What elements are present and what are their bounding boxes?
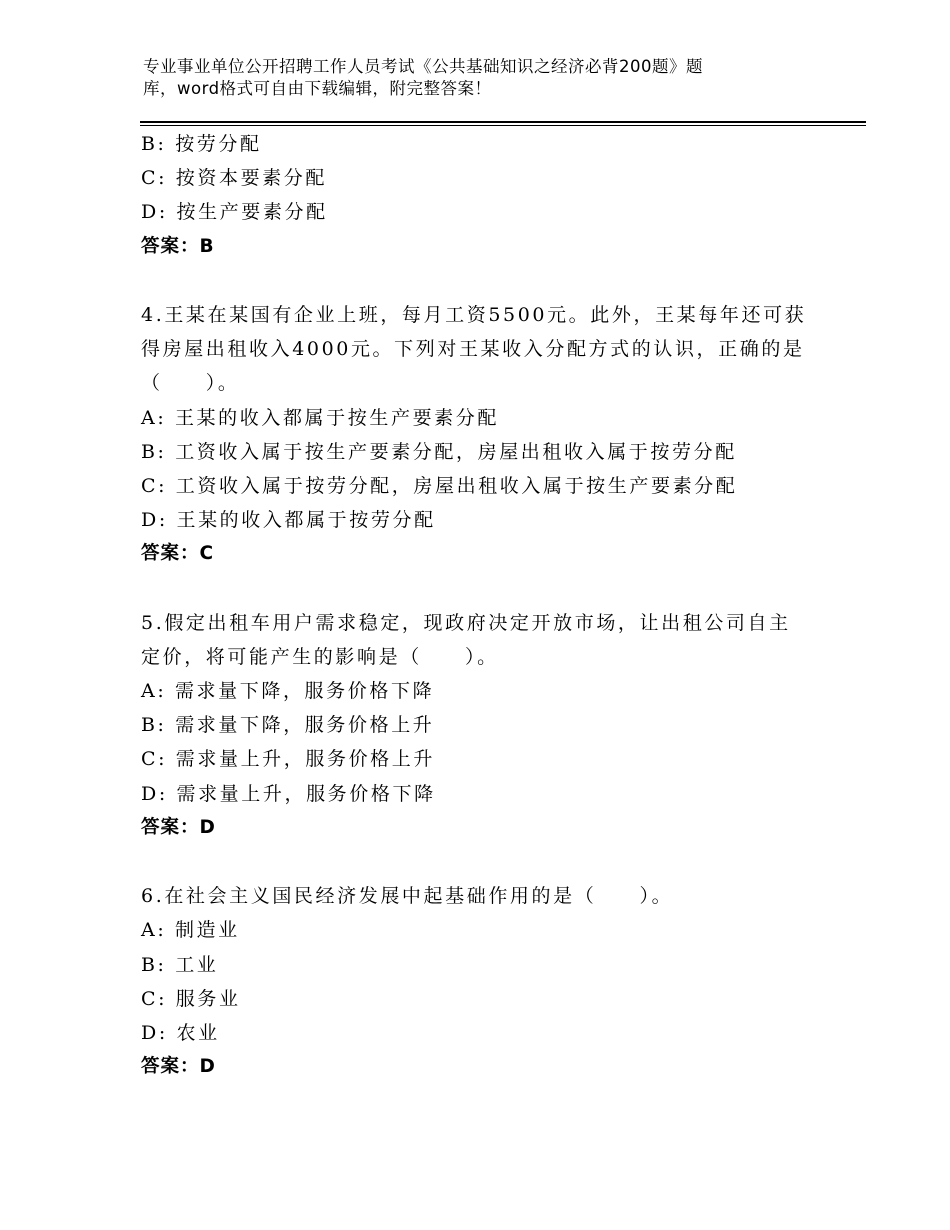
question-4 bbox=[141, 298, 841, 572]
option-b: B: 按劳分配 bbox=[141, 133, 262, 155]
question-text-line: 得房屋出租收入4000元。下列对王某收入分配方式的认识，正确的是 bbox=[141, 338, 805, 361]
spacer bbox=[141, 845, 841, 879]
question-text-line: 6.在社会主义国民经济发展中起基础作用的是（ ）。 bbox=[141, 885, 674, 908]
option-c: C: 按资本要素分配 bbox=[141, 167, 327, 190]
option-b: B: 工业 bbox=[141, 953, 219, 976]
spacer bbox=[141, 264, 841, 298]
question-text-line: 4.王某在某国有企业上班，每月工资5500元。此外，王某每年还可获 bbox=[141, 303, 807, 326]
answer-line: 答案：B bbox=[141, 235, 215, 257]
option-b: B: 工资收入属于按生产要素分配，房屋出租收入属于按劳分配 bbox=[141, 440, 737, 463]
option-d: D: 农业 bbox=[141, 1021, 220, 1044]
document-body bbox=[141, 127, 841, 1084]
header-line-2: 库，word格式可自由下载编辑，附完整答案！ bbox=[143, 79, 492, 98]
option-a: A: 需求量下降，服务价格下降 bbox=[141, 680, 435, 702]
question-3-continued bbox=[141, 127, 841, 264]
spacer bbox=[141, 571, 841, 605]
option-d: D: 王某的收入都属于按劳分配 bbox=[141, 509, 436, 532]
option-c: C: 服务业 bbox=[141, 987, 241, 1010]
answer-line: 答案：D bbox=[141, 816, 216, 838]
question-text-line: 定价，将可能产生的影响是（ ）。 bbox=[141, 645, 499, 668]
question-6 bbox=[141, 879, 841, 1084]
option-a: A: 王某的收入都属于按生产要素分配 bbox=[141, 406, 499, 429]
header-rule-thick bbox=[140, 121, 866, 123]
header-rule-thin bbox=[140, 125, 866, 126]
option-c: C: 需求量上升，服务价格上升 bbox=[141, 748, 435, 771]
header-line-1: 专业事业单位公开招聘工作人员考试《公共基础知识之经济必背200题》题 bbox=[143, 57, 703, 76]
answer-line: 答案：D bbox=[141, 1056, 216, 1078]
option-d: D: 按生产要素分配 bbox=[141, 201, 328, 224]
option-b: B: 需求量下降，服务价格上升 bbox=[141, 714, 435, 737]
question-text-line: （ ）。 bbox=[141, 372, 240, 395]
answer-line: 答案：C bbox=[141, 543, 215, 565]
document-header bbox=[143, 56, 783, 100]
question-text-line: 5.假定出租车用户需求稳定，现政府决定开放市场，让出租公司自主 bbox=[141, 611, 791, 634]
option-d: D: 需求量上升，服务价格下降 bbox=[141, 782, 436, 805]
option-a: A: 制造业 bbox=[141, 919, 240, 942]
option-c: C: 工资收入属于按劳分配，房屋出租收入属于按生产要素分配 bbox=[141, 474, 738, 497]
question-5 bbox=[141, 606, 841, 845]
